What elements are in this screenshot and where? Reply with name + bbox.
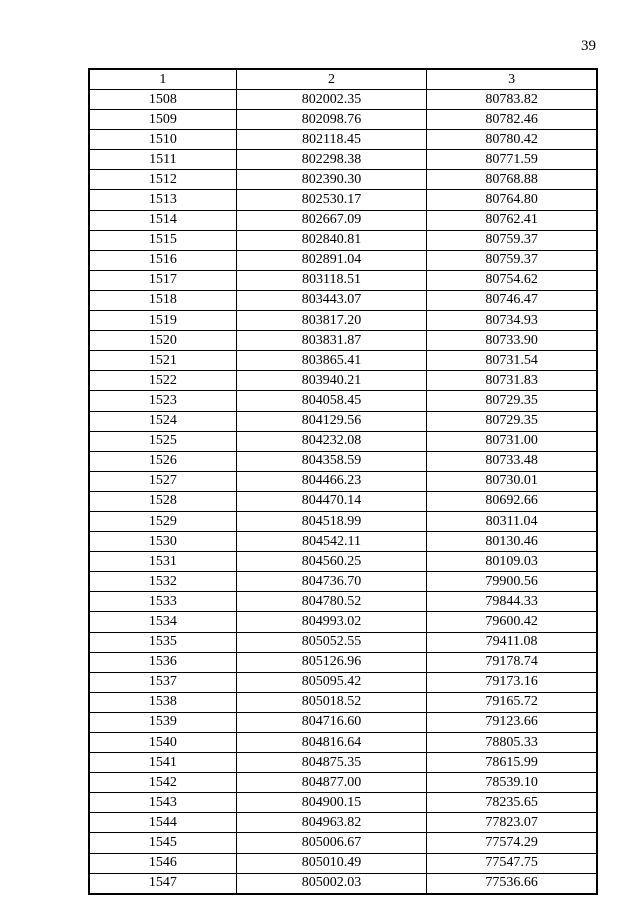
table-cell-col-2: 804963.82 bbox=[236, 813, 426, 833]
table-cell-col-1: 1544 bbox=[89, 813, 236, 833]
table-cell-col-1: 1510 bbox=[89, 130, 236, 150]
table-cell-col-2: 803817.20 bbox=[236, 311, 426, 331]
table-cell-col-2: 802002.35 bbox=[236, 90, 426, 110]
table-cell-col-2: 804716.60 bbox=[236, 712, 426, 732]
table-cell-col-1: 1527 bbox=[89, 471, 236, 491]
table-cell-col-2: 803831.87 bbox=[236, 331, 426, 351]
table-cell-col-2: 804736.70 bbox=[236, 572, 426, 592]
table-cell-col-3: 78539.10 bbox=[427, 773, 597, 793]
table-row bbox=[89, 672, 597, 692]
table-cell-col-2: 804993.02 bbox=[236, 612, 426, 632]
page-number: 39 bbox=[581, 38, 596, 54]
table-cell-col-3: 80109.03 bbox=[427, 552, 597, 572]
table-cell-col-1: 1530 bbox=[89, 532, 236, 552]
table-row bbox=[89, 632, 597, 652]
table-cell-col-2: 802530.17 bbox=[236, 190, 426, 210]
table-row bbox=[89, 170, 597, 190]
table-row bbox=[89, 230, 597, 250]
table-cell-col-2: 805018.52 bbox=[236, 692, 426, 712]
table-cell-col-2: 803865.41 bbox=[236, 351, 426, 371]
table-row bbox=[89, 391, 597, 411]
table-cell-col-3: 77547.75 bbox=[427, 853, 597, 873]
table-cell-col-1: 1515 bbox=[89, 230, 236, 250]
table-cell-col-2: 802298.38 bbox=[236, 150, 426, 170]
table-cell-col-1: 1534 bbox=[89, 612, 236, 632]
table-cell-col-2: 804875.35 bbox=[236, 753, 426, 773]
table-row bbox=[89, 833, 597, 853]
table-cell-col-1: 1516 bbox=[89, 250, 236, 270]
table-row bbox=[89, 371, 597, 391]
table-row bbox=[89, 793, 597, 813]
table-row bbox=[89, 552, 597, 572]
table-cell-col-3: 77574.29 bbox=[427, 833, 597, 853]
table-cell-col-2: 802390.30 bbox=[236, 170, 426, 190]
table-cell-col-2: 804466.23 bbox=[236, 471, 426, 491]
table-cell-col-2: 805006.67 bbox=[236, 833, 426, 853]
table-row bbox=[89, 250, 597, 270]
table-cell-col-2: 803443.07 bbox=[236, 290, 426, 310]
table-cell-col-3: 80783.82 bbox=[427, 90, 597, 110]
table-cell-col-3: 78235.65 bbox=[427, 793, 597, 813]
table-cell-col-3: 77536.66 bbox=[427, 873, 597, 894]
table-cell-col-1: 1545 bbox=[89, 833, 236, 853]
table-cell-col-2: 804877.00 bbox=[236, 773, 426, 793]
table-cell-col-2: 802098.76 bbox=[236, 110, 426, 130]
table-row bbox=[89, 753, 597, 773]
table-cell-col-2: 804816.64 bbox=[236, 733, 426, 753]
table-cell-col-1: 1543 bbox=[89, 793, 236, 813]
table-cell-col-1: 1526 bbox=[89, 451, 236, 471]
table-cell-col-1: 1536 bbox=[89, 652, 236, 672]
table-cell-col-1: 1509 bbox=[89, 110, 236, 130]
table-cell-col-1: 1519 bbox=[89, 311, 236, 331]
table-row bbox=[89, 853, 597, 873]
table-cell-col-3: 80733.48 bbox=[427, 451, 597, 471]
table-cell-col-1: 1540 bbox=[89, 733, 236, 753]
table-cell-col-2: 804232.08 bbox=[236, 431, 426, 451]
table-cell-col-2: 804058.45 bbox=[236, 391, 426, 411]
table-cell-col-3: 80762.41 bbox=[427, 210, 597, 230]
table-cell-col-3: 79600.42 bbox=[427, 612, 597, 632]
table-row bbox=[89, 110, 597, 130]
table-cell-col-2: 804470.14 bbox=[236, 491, 426, 511]
table-cell-col-3: 80768.88 bbox=[427, 170, 597, 190]
table-cell-col-2: 803118.51 bbox=[236, 270, 426, 290]
table-row bbox=[89, 90, 597, 110]
table-cell-col-3: 80731.00 bbox=[427, 431, 597, 451]
table-cell-col-3: 80782.46 bbox=[427, 110, 597, 130]
table-cell-col-3: 80780.42 bbox=[427, 130, 597, 150]
table-cell-col-2: 802118.45 bbox=[236, 130, 426, 150]
table-cell-col-1: 1514 bbox=[89, 210, 236, 230]
table-row bbox=[89, 150, 597, 170]
table-cell-col-2: 802667.09 bbox=[236, 210, 426, 230]
table-cell-col-3: 80746.47 bbox=[427, 290, 597, 310]
table-cell-col-3: 80729.35 bbox=[427, 411, 597, 431]
table-cell-col-3: 80759.37 bbox=[427, 230, 597, 250]
table-row bbox=[89, 592, 597, 612]
table-cell-col-1: 1525 bbox=[89, 431, 236, 451]
table-row bbox=[89, 572, 597, 592]
table-cell-col-2: 804560.25 bbox=[236, 552, 426, 572]
table-cell-col-2: 803940.21 bbox=[236, 371, 426, 391]
table-cell-col-3: 79173.16 bbox=[427, 672, 597, 692]
column-header-2: 2 bbox=[236, 69, 426, 90]
table-cell-col-2: 802891.04 bbox=[236, 250, 426, 270]
table-row bbox=[89, 873, 597, 894]
table-row bbox=[89, 532, 597, 552]
table-cell-col-1: 1513 bbox=[89, 190, 236, 210]
table-cell-col-2: 804900.15 bbox=[236, 793, 426, 813]
table-row bbox=[89, 692, 597, 712]
table-cell-col-1: 1531 bbox=[89, 552, 236, 572]
table-cell-col-1: 1542 bbox=[89, 773, 236, 793]
table-cell-col-3: 80729.35 bbox=[427, 391, 597, 411]
table-cell-col-3: 80733.90 bbox=[427, 331, 597, 351]
table-row bbox=[89, 290, 597, 310]
table-cell-col-3: 79844.33 bbox=[427, 592, 597, 612]
table-row bbox=[89, 190, 597, 210]
table-row bbox=[89, 712, 597, 732]
table-cell-col-1: 1508 bbox=[89, 90, 236, 110]
table-cell-col-3: 78805.33 bbox=[427, 733, 597, 753]
table-body bbox=[89, 90, 597, 894]
table-row bbox=[89, 210, 597, 230]
table-row bbox=[89, 130, 597, 150]
table-cell-col-1: 1517 bbox=[89, 270, 236, 290]
table-row bbox=[89, 471, 597, 491]
table-header-row bbox=[89, 69, 597, 90]
table-cell-col-1: 1518 bbox=[89, 290, 236, 310]
table-row bbox=[89, 773, 597, 793]
table-cell-col-1: 1522 bbox=[89, 371, 236, 391]
table-cell-col-1: 1521 bbox=[89, 351, 236, 371]
table-cell-col-3: 80130.46 bbox=[427, 532, 597, 552]
table-cell-col-3: 78615.99 bbox=[427, 753, 597, 773]
table-cell-col-3: 79165.72 bbox=[427, 692, 597, 712]
table-row bbox=[89, 431, 597, 451]
table-cell-col-1: 1520 bbox=[89, 331, 236, 351]
table-cell-col-2: 802840.81 bbox=[236, 230, 426, 250]
table-cell-col-3: 80754.62 bbox=[427, 270, 597, 290]
table-cell-col-3: 80734.93 bbox=[427, 311, 597, 331]
table-cell-col-3: 80764.80 bbox=[427, 190, 597, 210]
table-cell-col-3: 80731.54 bbox=[427, 351, 597, 371]
table-row bbox=[89, 270, 597, 290]
table-cell-col-1: 1541 bbox=[89, 753, 236, 773]
table-cell-col-2: 804358.59 bbox=[236, 451, 426, 471]
table-row bbox=[89, 351, 597, 371]
table-cell-col-2: 804518.99 bbox=[236, 511, 426, 531]
table-cell-col-3: 80730.01 bbox=[427, 471, 597, 491]
table-row bbox=[89, 331, 597, 351]
table-cell-col-1: 1524 bbox=[89, 411, 236, 431]
table-cell-col-3: 77823.07 bbox=[427, 813, 597, 833]
table-cell-col-3: 79411.08 bbox=[427, 632, 597, 652]
table-row bbox=[89, 451, 597, 471]
table-row bbox=[89, 311, 597, 331]
table-cell-col-3: 80731.83 bbox=[427, 371, 597, 391]
table-cell-col-1: 1538 bbox=[89, 692, 236, 712]
table-cell-col-2: 805095.42 bbox=[236, 672, 426, 692]
table-cell-col-2: 805010.49 bbox=[236, 853, 426, 873]
table-row bbox=[89, 612, 597, 632]
table-cell-col-1: 1546 bbox=[89, 853, 236, 873]
table-cell-col-2: 804129.56 bbox=[236, 411, 426, 431]
column-header-1: 1 bbox=[89, 69, 236, 90]
table-row bbox=[89, 491, 597, 511]
table-cell-col-1: 1539 bbox=[89, 712, 236, 732]
table-cell-col-1: 1529 bbox=[89, 511, 236, 531]
table-cell-col-2: 804780.52 bbox=[236, 592, 426, 612]
table-row bbox=[89, 813, 597, 833]
table-cell-col-1: 1512 bbox=[89, 170, 236, 190]
table-cell-col-2: 805126.96 bbox=[236, 652, 426, 672]
table-cell-col-1: 1537 bbox=[89, 672, 236, 692]
table-cell-col-3: 80771.59 bbox=[427, 150, 597, 170]
table-row bbox=[89, 652, 597, 672]
table-cell-col-3: 80692.66 bbox=[427, 491, 597, 511]
table-cell-col-2: 805002.03 bbox=[236, 873, 426, 894]
table-cell-col-1: 1535 bbox=[89, 632, 236, 652]
table-cell-col-2: 805052.55 bbox=[236, 632, 426, 652]
column-header-3: 3 bbox=[427, 69, 597, 90]
table-cell-col-3: 80759.37 bbox=[427, 250, 597, 270]
table-cell-col-1: 1533 bbox=[89, 592, 236, 612]
table-cell-col-1: 1532 bbox=[89, 572, 236, 592]
table-row bbox=[89, 733, 597, 753]
table-cell-col-3: 79178.74 bbox=[427, 652, 597, 672]
table-row bbox=[89, 411, 597, 431]
table-cell-col-1: 1523 bbox=[89, 391, 236, 411]
table-cell-col-3: 79123.66 bbox=[427, 712, 597, 732]
table-cell-col-1: 1547 bbox=[89, 873, 236, 894]
table-row bbox=[89, 511, 597, 531]
table-cell-col-1: 1511 bbox=[89, 150, 236, 170]
table-cell-col-3: 79900.56 bbox=[427, 572, 597, 592]
table-cell-col-3: 80311.04 bbox=[427, 511, 597, 531]
table-cell-col-1: 1528 bbox=[89, 491, 236, 511]
coordinates-table bbox=[88, 68, 598, 895]
table-cell-col-2: 804542.11 bbox=[236, 532, 426, 552]
